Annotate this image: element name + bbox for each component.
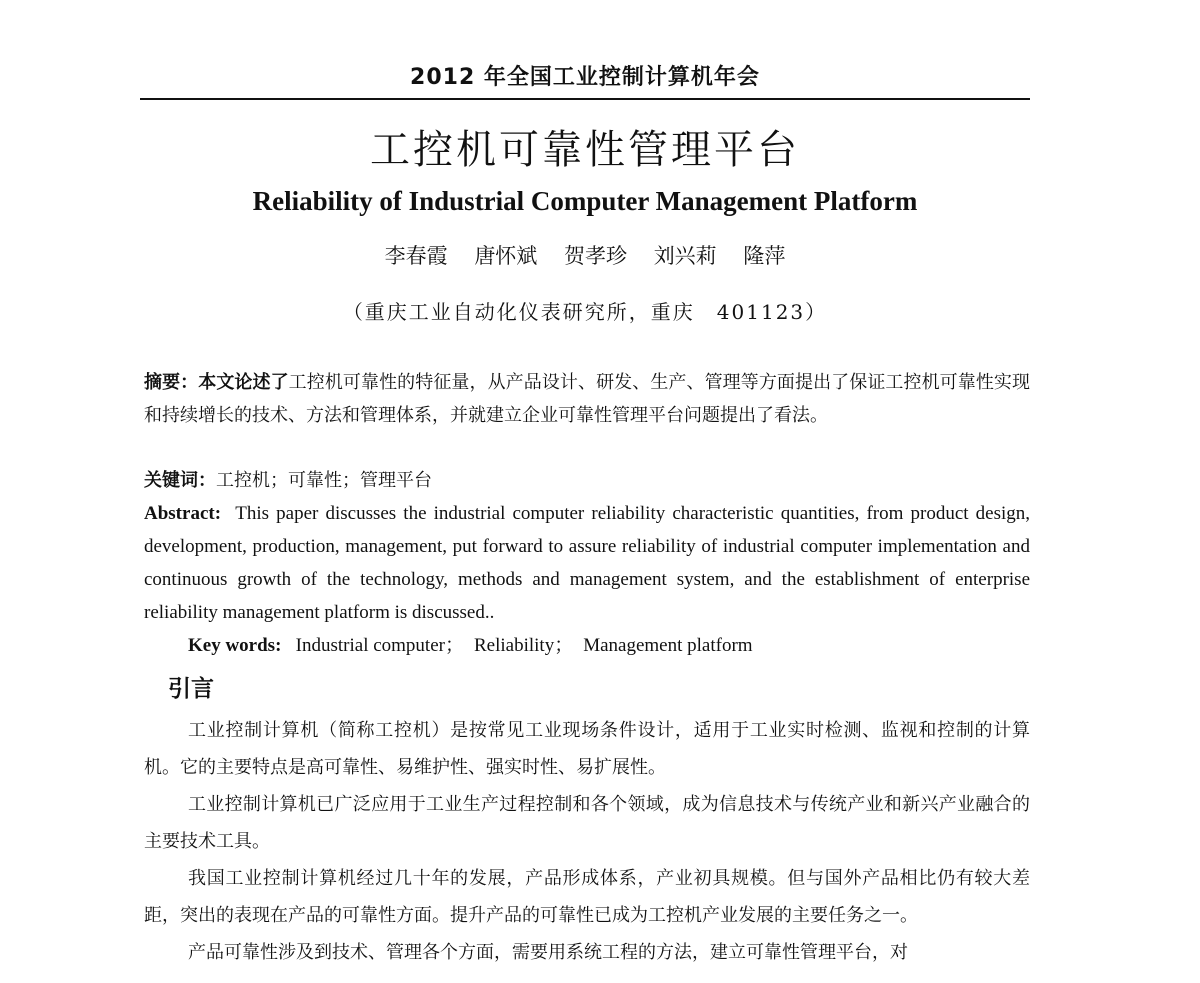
author: 唐怀斌 bbox=[474, 244, 538, 268]
abstract-english bbox=[144, 497, 1030, 629]
keyword-zh: 管理平台 bbox=[360, 470, 432, 491]
intro-paragraph: 产品可靠性涉及到技术、管理各个方面，需要用系统工程的方法，建立可靠性管理平台，对 bbox=[188, 942, 908, 963]
keywords-en-label: Key words: bbox=[188, 635, 282, 656]
keywords-chinese bbox=[144, 464, 1030, 497]
keyword-zh: 可靠性 bbox=[288, 470, 342, 491]
keyword-separator: ； bbox=[342, 470, 360, 491]
section-heading-intro: 引言 bbox=[168, 676, 214, 702]
author: 隆萍 bbox=[743, 244, 786, 268]
keyword-en: Management platform bbox=[583, 635, 753, 656]
intro-body bbox=[144, 712, 1030, 971]
abstract-en-text: This paper discusses the industrial computer reliability characteristic quantities, from product design, development, production, management, put forward to assure reliability of industrial computer implementation and continuous growth of the technology, methods and management system, and the establishment of enterprise reliability management platform is discussed.. bbox=[144, 503, 1031, 623]
author: 刘兴莉 bbox=[653, 244, 717, 268]
author-list bbox=[140, 240, 1030, 270]
keyword-en: Industrial computer； bbox=[295, 635, 464, 656]
abstract-en-label: Abstract: bbox=[144, 503, 222, 524]
abstract-chinese bbox=[144, 366, 1030, 432]
title-english: Reliability of Industrial Computer Management Platform bbox=[252, 186, 918, 216]
keyword-separator: ； bbox=[270, 470, 288, 491]
keywords-zh-label: 关键词： bbox=[144, 470, 216, 491]
header-rule bbox=[140, 98, 1030, 100]
affiliation: （重庆工业自动化仪表研究所，重庆 401123） bbox=[342, 300, 828, 324]
keywords-english bbox=[188, 629, 1030, 662]
keyword-zh: 工控机 bbox=[216, 470, 270, 491]
author: 贺孝珍 bbox=[564, 244, 627, 268]
intro-paragraph: 工业控制计算机（简称工控机）是按常见工业现场条件设计，适用于工业实时检测、监视和控制的计算机。它的主要特点是高可靠性、易维护性、强实时性、易扩展性。 bbox=[144, 720, 1030, 778]
author: 李春霞 bbox=[384, 244, 448, 268]
intro-paragraph: 工业控制计算机已广泛应用于工业生产过程控制和各个领域，成为信息技术与传统产业和新兴产业融合的主要技术工具。 bbox=[144, 794, 1030, 852]
keyword-en: Reliability； bbox=[473, 635, 574, 656]
intro-paragraph: 我国工业控制计算机经过几十年的发展，产品形成体系，产业初具规模。但与国外产品相比仍有较大差距，突出的表现在产品的可靠性方面。提升产品的可靠性已成为工控机产业发展的主要任务之一。 bbox=[144, 868, 1030, 926]
abstract-zh-label: 摘要：本文论述了 bbox=[144, 372, 289, 393]
title-chinese: 工控机可靠性管理平台 bbox=[370, 127, 800, 173]
conference-header: 2012 年全国工业控制计算机年会 bbox=[410, 65, 760, 90]
abstract-zh-text: 工控机可靠性的特征量，从产品设计、研发、生产、管理等方面提出了保证工控机可靠性实现和持续增长的技术、方法和管理体系，并就建立企业可靠性管理平台问题提出了看法。 bbox=[144, 372, 1031, 426]
